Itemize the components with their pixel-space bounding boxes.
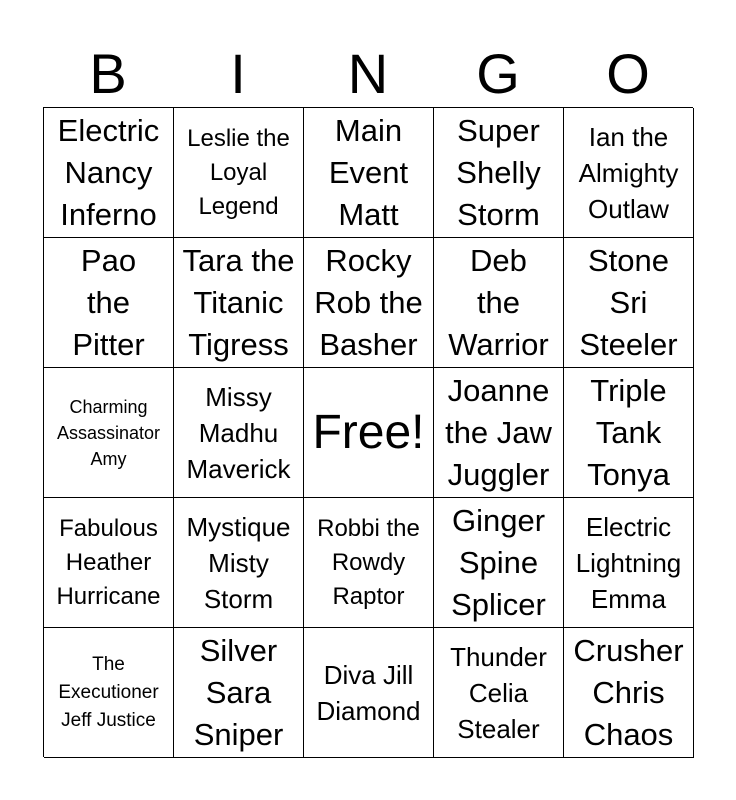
bingo-cell-r5-c5[interactable]: Crusher Chris Chaos — [564, 628, 694, 758]
bingo-cell-r1-c4[interactable]: Super Shelly Storm — [434, 108, 564, 238]
bingo-cell-r4-c4[interactable]: Ginger Spine Splicer — [434, 498, 564, 628]
bingo-cell-r5-c2[interactable]: Silver Sara Sniper — [174, 628, 304, 758]
bingo-cell-r3-c2[interactable]: Missy Madhu Maverick — [174, 368, 304, 498]
bingo-cell-r5-c3[interactable]: Diva Jill Diamond — [304, 628, 434, 758]
bingo-cell-r2-c5[interactable]: Stone Sri Steeler — [564, 238, 694, 368]
bingo-cell-r4-c2[interactable]: Mystique Misty Storm — [174, 498, 304, 628]
header-letter-g: G — [476, 42, 520, 105]
bingo-cell-r3-c5[interactable]: Triple Tank Tonya — [564, 368, 694, 498]
bingo-cell-r5-c4[interactable]: Thunder Celia Stealer — [434, 628, 564, 758]
bingo-cell-r2-c4[interactable]: Deb the Warrior — [434, 238, 564, 368]
bingo-cell-r1-c2[interactable]: Leslie the Loyal Legend — [174, 108, 304, 238]
bingo-cell-r5-c1[interactable]: The Executioner Jeff Justice — [44, 628, 174, 758]
bingo-cell-r4-c1[interactable]: Fabulous Heather Hurricane — [44, 498, 174, 628]
header-letter-b: B — [89, 42, 127, 105]
header-letter-o: O — [606, 42, 650, 105]
bingo-cell-r3-c4[interactable]: Joanne the Jaw Juggler — [434, 368, 564, 498]
bingo-cell-r4-c3[interactable]: Robbi the Rowdy Raptor — [304, 498, 434, 628]
bingo-cell-r4-c5[interactable]: Electric Lightning Emma — [564, 498, 694, 628]
header-letter-i: I — [230, 42, 246, 105]
bingo-cell-r2-c3[interactable]: Rocky Rob the Basher — [304, 238, 434, 368]
bingo-cell-r1-c3[interactable]: Main Event Matt — [304, 108, 434, 238]
bingo-free-space[interactable]: Free! — [304, 368, 434, 498]
bingo-cell-r1-c5[interactable]: Ian the Almighty Outlaw — [564, 108, 694, 238]
bingo-cell-r2-c1[interactable]: Pao the Pitter — [44, 238, 174, 368]
bingo-cell-r3-c1[interactable]: Charming Assassinator Amy — [44, 368, 174, 498]
bingo-card-grid — [43, 107, 693, 757]
bingo-cell-r1-c1[interactable]: Electric Nancy Inferno — [44, 108, 174, 238]
bingo-header — [43, 40, 693, 108]
header-letter-n: N — [347, 42, 389, 105]
bingo-cell-r2-c2[interactable]: Tara the Titanic Tigress — [174, 238, 304, 368]
